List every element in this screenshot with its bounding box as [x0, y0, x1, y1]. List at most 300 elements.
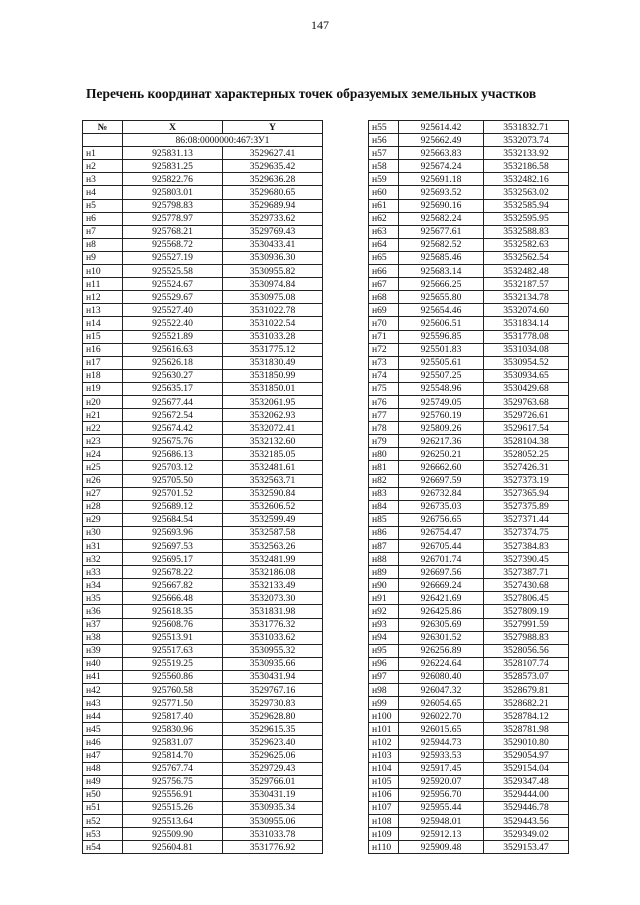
coord-y: 3532072.41: [223, 422, 323, 435]
coord-y: 3532481.61: [223, 461, 323, 474]
coord-y: 3528104.38: [484, 435, 569, 448]
table-row: [369, 474, 569, 487]
table-row: [83, 356, 323, 369]
table-row: [83, 631, 323, 644]
coord-x: 926301.52: [399, 631, 484, 644]
coord-y: 3529349.02: [484, 828, 569, 841]
point-id: н109: [369, 828, 399, 841]
coord-x: 925831.25: [123, 160, 223, 173]
table-row: [369, 186, 569, 199]
point-id: н105: [369, 775, 399, 788]
coord-y: 3532481.99: [223, 553, 323, 566]
point-id: н18: [83, 369, 123, 382]
coord-x: 925809.26: [399, 422, 484, 435]
table-row: [83, 736, 323, 749]
table-row: [83, 657, 323, 670]
point-id: н34: [83, 579, 123, 592]
coord-x: 925814.70: [123, 749, 223, 762]
point-id: н13: [83, 304, 123, 317]
coord-y: 3529443.56: [484, 814, 569, 827]
point-id: н54: [83, 841, 123, 854]
table-row: [83, 749, 323, 762]
table-row: [369, 369, 569, 382]
coord-x: 926705.44: [399, 540, 484, 553]
coord-x: 926754.47: [399, 526, 484, 539]
coord-x: 925760.58: [123, 684, 223, 697]
coord-y: 3532482.16: [484, 173, 569, 186]
table-row: [369, 801, 569, 814]
point-id: н31: [83, 540, 123, 553]
coord-y: 3529730.83: [223, 697, 323, 710]
coord-y: 3527390.45: [484, 553, 569, 566]
point-id: н38: [83, 631, 123, 644]
point-id: н26: [83, 474, 123, 487]
table-row: [83, 487, 323, 500]
coord-x: 925527.19: [123, 251, 223, 264]
coord-x: 925944.73: [399, 736, 484, 749]
table-row: [369, 461, 569, 474]
coord-x: 925672.54: [123, 409, 223, 422]
coord-y: 3530954.52: [484, 356, 569, 369]
coord-x: 925501.83: [399, 343, 484, 356]
coord-x: 925771.50: [123, 697, 223, 710]
coord-x: 925955.44: [399, 801, 484, 814]
table-row: [369, 618, 569, 631]
coord-y: 3528052.25: [484, 448, 569, 461]
coord-x: 925760.19: [399, 409, 484, 422]
coord-y: 3529763.68: [484, 395, 569, 408]
table-row: [369, 278, 569, 291]
coord-x: 925513.91: [123, 631, 223, 644]
point-id: н101: [369, 723, 399, 736]
coord-y: 3532134.78: [484, 291, 569, 304]
coord-x: 925616.63: [123, 343, 223, 356]
coord-x: 925682.24: [399, 212, 484, 225]
coord-x: 925682.52: [399, 238, 484, 251]
table-row: [83, 670, 323, 683]
point-id: н108: [369, 814, 399, 827]
coord-y: 3531022.78: [223, 304, 323, 317]
table-row: [83, 841, 323, 854]
table-row: [369, 553, 569, 566]
table-row: [369, 317, 569, 330]
point-id: н62: [369, 212, 399, 225]
coord-x: 926735.03: [399, 500, 484, 513]
coord-y: 3531778.08: [484, 330, 569, 343]
coord-x: 925684.54: [123, 513, 223, 526]
table-row: [83, 461, 323, 474]
table-row: [369, 605, 569, 618]
coord-x: 925507.25: [399, 369, 484, 382]
point-id: н66: [369, 265, 399, 278]
table-row: [83, 566, 323, 579]
table-row: [83, 526, 323, 539]
point-id: н49: [83, 775, 123, 788]
coordinates-table-right: [368, 120, 569, 854]
coord-x: 925525.58: [123, 265, 223, 278]
coord-x: 925666.25: [399, 278, 484, 291]
table-row: [83, 291, 323, 304]
coord-y: 3532187.57: [484, 278, 569, 291]
coord-y: 3532132.60: [223, 435, 323, 448]
table-row: [83, 814, 323, 827]
coord-x: 926054.65: [399, 697, 484, 710]
coord-x: 925529.67: [123, 291, 223, 304]
coord-y: 3532582.63: [484, 238, 569, 251]
coord-x: 926080.40: [399, 670, 484, 683]
coord-y: 3532585.94: [484, 199, 569, 212]
table-row: [369, 814, 569, 827]
coord-y: 3530429.68: [484, 382, 569, 395]
coord-y: 3532595.95: [484, 212, 569, 225]
point-id: н23: [83, 435, 123, 448]
coord-x: 925956.70: [399, 788, 484, 801]
coord-x: 925596.85: [399, 330, 484, 343]
point-id: н21: [83, 409, 123, 422]
table-row: [369, 435, 569, 448]
table-row: [369, 147, 569, 160]
coord-y: 3527806.45: [484, 592, 569, 605]
coord-y: 3529636.28: [223, 173, 323, 186]
coord-x: 925920.07: [399, 775, 484, 788]
coord-y: 3531830.49: [223, 356, 323, 369]
page-number: 147: [311, 18, 329, 32]
table-row: [83, 605, 323, 618]
coord-x: 925522.40: [123, 317, 223, 330]
point-id: н77: [369, 409, 399, 422]
table-row: [369, 526, 569, 539]
coord-x: 926697.56: [399, 566, 484, 579]
coord-y: 3529617.54: [484, 422, 569, 435]
empty-cell: [83, 134, 123, 147]
table-row: [83, 448, 323, 461]
coord-x: 925568.72: [123, 238, 223, 251]
parcel-id: 86:08:0000000:467:ЗУ1: [123, 134, 323, 147]
coord-y: 3532588.83: [484, 225, 569, 238]
point-id: н33: [83, 566, 123, 579]
coord-x: 925521.89: [123, 330, 223, 343]
table-row: [83, 160, 323, 173]
point-id: н37: [83, 618, 123, 631]
point-id: н52: [83, 814, 123, 827]
coord-y: 3530936.30: [223, 251, 323, 264]
point-id: н25: [83, 461, 123, 474]
point-id: н51: [83, 801, 123, 814]
point-id: н8: [83, 238, 123, 251]
coord-x: 926305.69: [399, 618, 484, 631]
point-id: н3: [83, 173, 123, 186]
point-id: н24: [83, 448, 123, 461]
coord-y: 3531033.62: [223, 631, 323, 644]
table-row: [369, 513, 569, 526]
point-id: н68: [369, 291, 399, 304]
table-row: [83, 382, 323, 395]
coord-y: 3527991.59: [484, 618, 569, 631]
table-row: [83, 579, 323, 592]
coord-y: 3529347.48: [484, 775, 569, 788]
coord-x: 925674.24: [399, 160, 484, 173]
coord-y: 3529729.43: [223, 762, 323, 775]
point-id: н20: [83, 395, 123, 408]
point-id: н103: [369, 749, 399, 762]
point-id: н58: [369, 160, 399, 173]
point-id: н106: [369, 788, 399, 801]
coord-y: 3530975.08: [223, 291, 323, 304]
table-row: [369, 487, 569, 500]
coord-y: 3532562.54: [484, 251, 569, 264]
table-row: [369, 670, 569, 683]
point-id: н110: [369, 841, 399, 854]
coord-y: 3529615.35: [223, 723, 323, 736]
point-id: н79: [369, 435, 399, 448]
table-row: [369, 343, 569, 356]
coord-x: 925674.42: [123, 422, 223, 435]
table-row: [369, 723, 569, 736]
table-row: [83, 409, 323, 422]
coord-x: 925691.18: [399, 173, 484, 186]
table-row: [83, 513, 323, 526]
table-row: [369, 291, 569, 304]
coord-y: 3531033.28: [223, 330, 323, 343]
table-row: [83, 592, 323, 605]
table-row: [369, 121, 569, 134]
point-id: н9: [83, 251, 123, 264]
point-id: н39: [83, 644, 123, 657]
coord-y: 3529733.62: [223, 212, 323, 225]
coord-y: 3527988.83: [484, 631, 569, 644]
table-row: [369, 173, 569, 186]
coord-x: 925831.13: [123, 147, 223, 160]
coord-x: 925608.76: [123, 618, 223, 631]
table-row: [369, 566, 569, 579]
coord-x: 926224.64: [399, 657, 484, 670]
table-row: [369, 684, 569, 697]
table-row: [83, 540, 323, 553]
point-id: н47: [83, 749, 123, 762]
coord-x: 926669.24: [399, 579, 484, 592]
point-id: н12: [83, 291, 123, 304]
table-row: [369, 788, 569, 801]
point-id: н46: [83, 736, 123, 749]
header-number: №: [83, 121, 123, 134]
coord-y: 3532587.58: [223, 526, 323, 539]
coord-y: 3528056.56: [484, 644, 569, 657]
coord-y: 3529154.04: [484, 762, 569, 775]
coord-x: 925626.18: [123, 356, 223, 369]
point-id: н85: [369, 513, 399, 526]
point-id: н59: [369, 173, 399, 186]
point-id: н76: [369, 395, 399, 408]
table-row: [369, 304, 569, 317]
coord-y: 3532073.74: [484, 134, 569, 147]
header-y: Y: [223, 121, 323, 134]
coord-y: 3532563.71: [223, 474, 323, 487]
point-id: н67: [369, 278, 399, 291]
coord-y: 3529726.61: [484, 409, 569, 422]
table-header-row: [83, 121, 323, 134]
point-id: н14: [83, 317, 123, 330]
coord-x: 925604.81: [123, 841, 223, 854]
point-id: н42: [83, 684, 123, 697]
point-id: н93: [369, 618, 399, 631]
point-id: н43: [83, 697, 123, 710]
point-id: н63: [369, 225, 399, 238]
coord-y: 3528784.12: [484, 710, 569, 723]
table-row: [83, 474, 323, 487]
point-id: н64: [369, 238, 399, 251]
table-row: [83, 828, 323, 841]
point-id: н40: [83, 657, 123, 670]
point-id: н84: [369, 500, 399, 513]
coord-y: 3531850.01: [223, 382, 323, 395]
point-id: н22: [83, 422, 123, 435]
table-row: [369, 382, 569, 395]
coord-y: 3532606.52: [223, 500, 323, 513]
coord-x: 926756.65: [399, 513, 484, 526]
point-id: н19: [83, 382, 123, 395]
table-row: [369, 540, 569, 553]
coord-x: 925686.13: [123, 448, 223, 461]
coord-x: 925701.52: [123, 487, 223, 500]
coord-y: 3531834.14: [484, 317, 569, 330]
point-id: н27: [83, 487, 123, 500]
table-row: [369, 225, 569, 238]
coord-x: 925655.80: [399, 291, 484, 304]
point-id: н28: [83, 500, 123, 513]
coord-y: 3532073.30: [223, 592, 323, 605]
table-row: [369, 238, 569, 251]
coord-y: 3532062.93: [223, 409, 323, 422]
coord-y: 3528781.98: [484, 723, 569, 736]
coord-y: 3527375.89: [484, 500, 569, 513]
coord-y: 3531034.08: [484, 343, 569, 356]
coord-y: 3528107.74: [484, 657, 569, 670]
coord-y: 3527809.19: [484, 605, 569, 618]
coord-x: 925948.01: [399, 814, 484, 827]
coord-x: 925505.61: [399, 356, 484, 369]
coord-x: 925817.40: [123, 710, 223, 723]
table-row: [83, 723, 323, 736]
point-id: н7: [83, 225, 123, 238]
coord-y: 3532133.49: [223, 579, 323, 592]
coord-y: 3532563.02: [484, 186, 569, 199]
point-id: н80: [369, 448, 399, 461]
coord-x: 926421.69: [399, 592, 484, 605]
table-row: [369, 631, 569, 644]
coord-x: 925663.83: [399, 147, 484, 160]
coord-y: 3529635.42: [223, 160, 323, 173]
point-id: н92: [369, 605, 399, 618]
coord-y: 3531850.99: [223, 369, 323, 382]
point-id: н83: [369, 487, 399, 500]
point-id: н6: [83, 212, 123, 225]
point-id: н82: [369, 474, 399, 487]
coord-x: 925667.82: [123, 579, 223, 592]
coord-y: 3529625.06: [223, 749, 323, 762]
coord-y: 3532074.60: [484, 304, 569, 317]
point-id: н90: [369, 579, 399, 592]
point-id: н4: [83, 186, 123, 199]
coord-y: 3529153.47: [484, 841, 569, 854]
point-id: н70: [369, 317, 399, 330]
coord-x: 925618.35: [123, 605, 223, 618]
point-id: н15: [83, 330, 123, 343]
coord-y: 3532185.05: [223, 448, 323, 461]
coord-y: 3530935.34: [223, 801, 323, 814]
coord-x: 925693.52: [399, 186, 484, 199]
coord-x: 925831.07: [123, 736, 223, 749]
point-id: н55: [369, 121, 399, 134]
coord-x: 925705.50: [123, 474, 223, 487]
table-row: [369, 160, 569, 173]
coord-y: 3528679.81: [484, 684, 569, 697]
coord-y: 3527374.75: [484, 526, 569, 539]
table-row: [83, 553, 323, 566]
coord-x: 926662.60: [399, 461, 484, 474]
point-id: н81: [369, 461, 399, 474]
coord-x: 925519.25: [123, 657, 223, 670]
coord-y: 3528573.07: [484, 670, 569, 683]
table-row: [369, 251, 569, 264]
point-id: н86: [369, 526, 399, 539]
coord-x: 925524.67: [123, 278, 223, 291]
table-row: [83, 225, 323, 238]
coord-y: 3528682.21: [484, 697, 569, 710]
point-id: н91: [369, 592, 399, 605]
coord-y: 3529680.65: [223, 186, 323, 199]
coord-x: 925515.26: [123, 801, 223, 814]
coord-x: 925635.17: [123, 382, 223, 395]
coord-x: 925909.48: [399, 841, 484, 854]
table-row: [83, 173, 323, 186]
point-id: н61: [369, 199, 399, 212]
coord-x: 925614.42: [399, 121, 484, 134]
point-id: н29: [83, 513, 123, 526]
table-row: [83, 762, 323, 775]
coord-x: 926425.86: [399, 605, 484, 618]
table-row: [83, 186, 323, 199]
coord-y: 3532186.58: [484, 160, 569, 173]
table-row: [83, 801, 323, 814]
coord-x: 925803.01: [123, 186, 223, 199]
point-id: н104: [369, 762, 399, 775]
table-row: [83, 369, 323, 382]
table-row: [369, 356, 569, 369]
point-id: н89: [369, 566, 399, 579]
page-title: Перечень координат характерных точек образуемых земельных участков: [86, 86, 537, 101]
point-id: н60: [369, 186, 399, 199]
coord-y: 3529627.41: [223, 147, 323, 160]
coord-x: 926701.74: [399, 553, 484, 566]
coord-x: 926047.32: [399, 684, 484, 697]
point-id: н10: [83, 265, 123, 278]
point-id: н32: [83, 553, 123, 566]
coord-x: 925756.75: [123, 775, 223, 788]
point-id: н53: [83, 828, 123, 841]
coord-x: 925513.64: [123, 814, 223, 827]
coord-y: 3529628.80: [223, 710, 323, 723]
coord-x: 925548.96: [399, 382, 484, 395]
coord-x: 925749.05: [399, 395, 484, 408]
point-id: н97: [369, 670, 399, 683]
coord-y: 3531033.78: [223, 828, 323, 841]
point-id: н35: [83, 592, 123, 605]
coord-x: 925509.90: [123, 828, 223, 841]
coord-y: 3532133.92: [484, 147, 569, 160]
coord-x: 926732.84: [399, 487, 484, 500]
coord-y: 3530433.41: [223, 238, 323, 251]
coord-y: 3530431.94: [223, 670, 323, 683]
